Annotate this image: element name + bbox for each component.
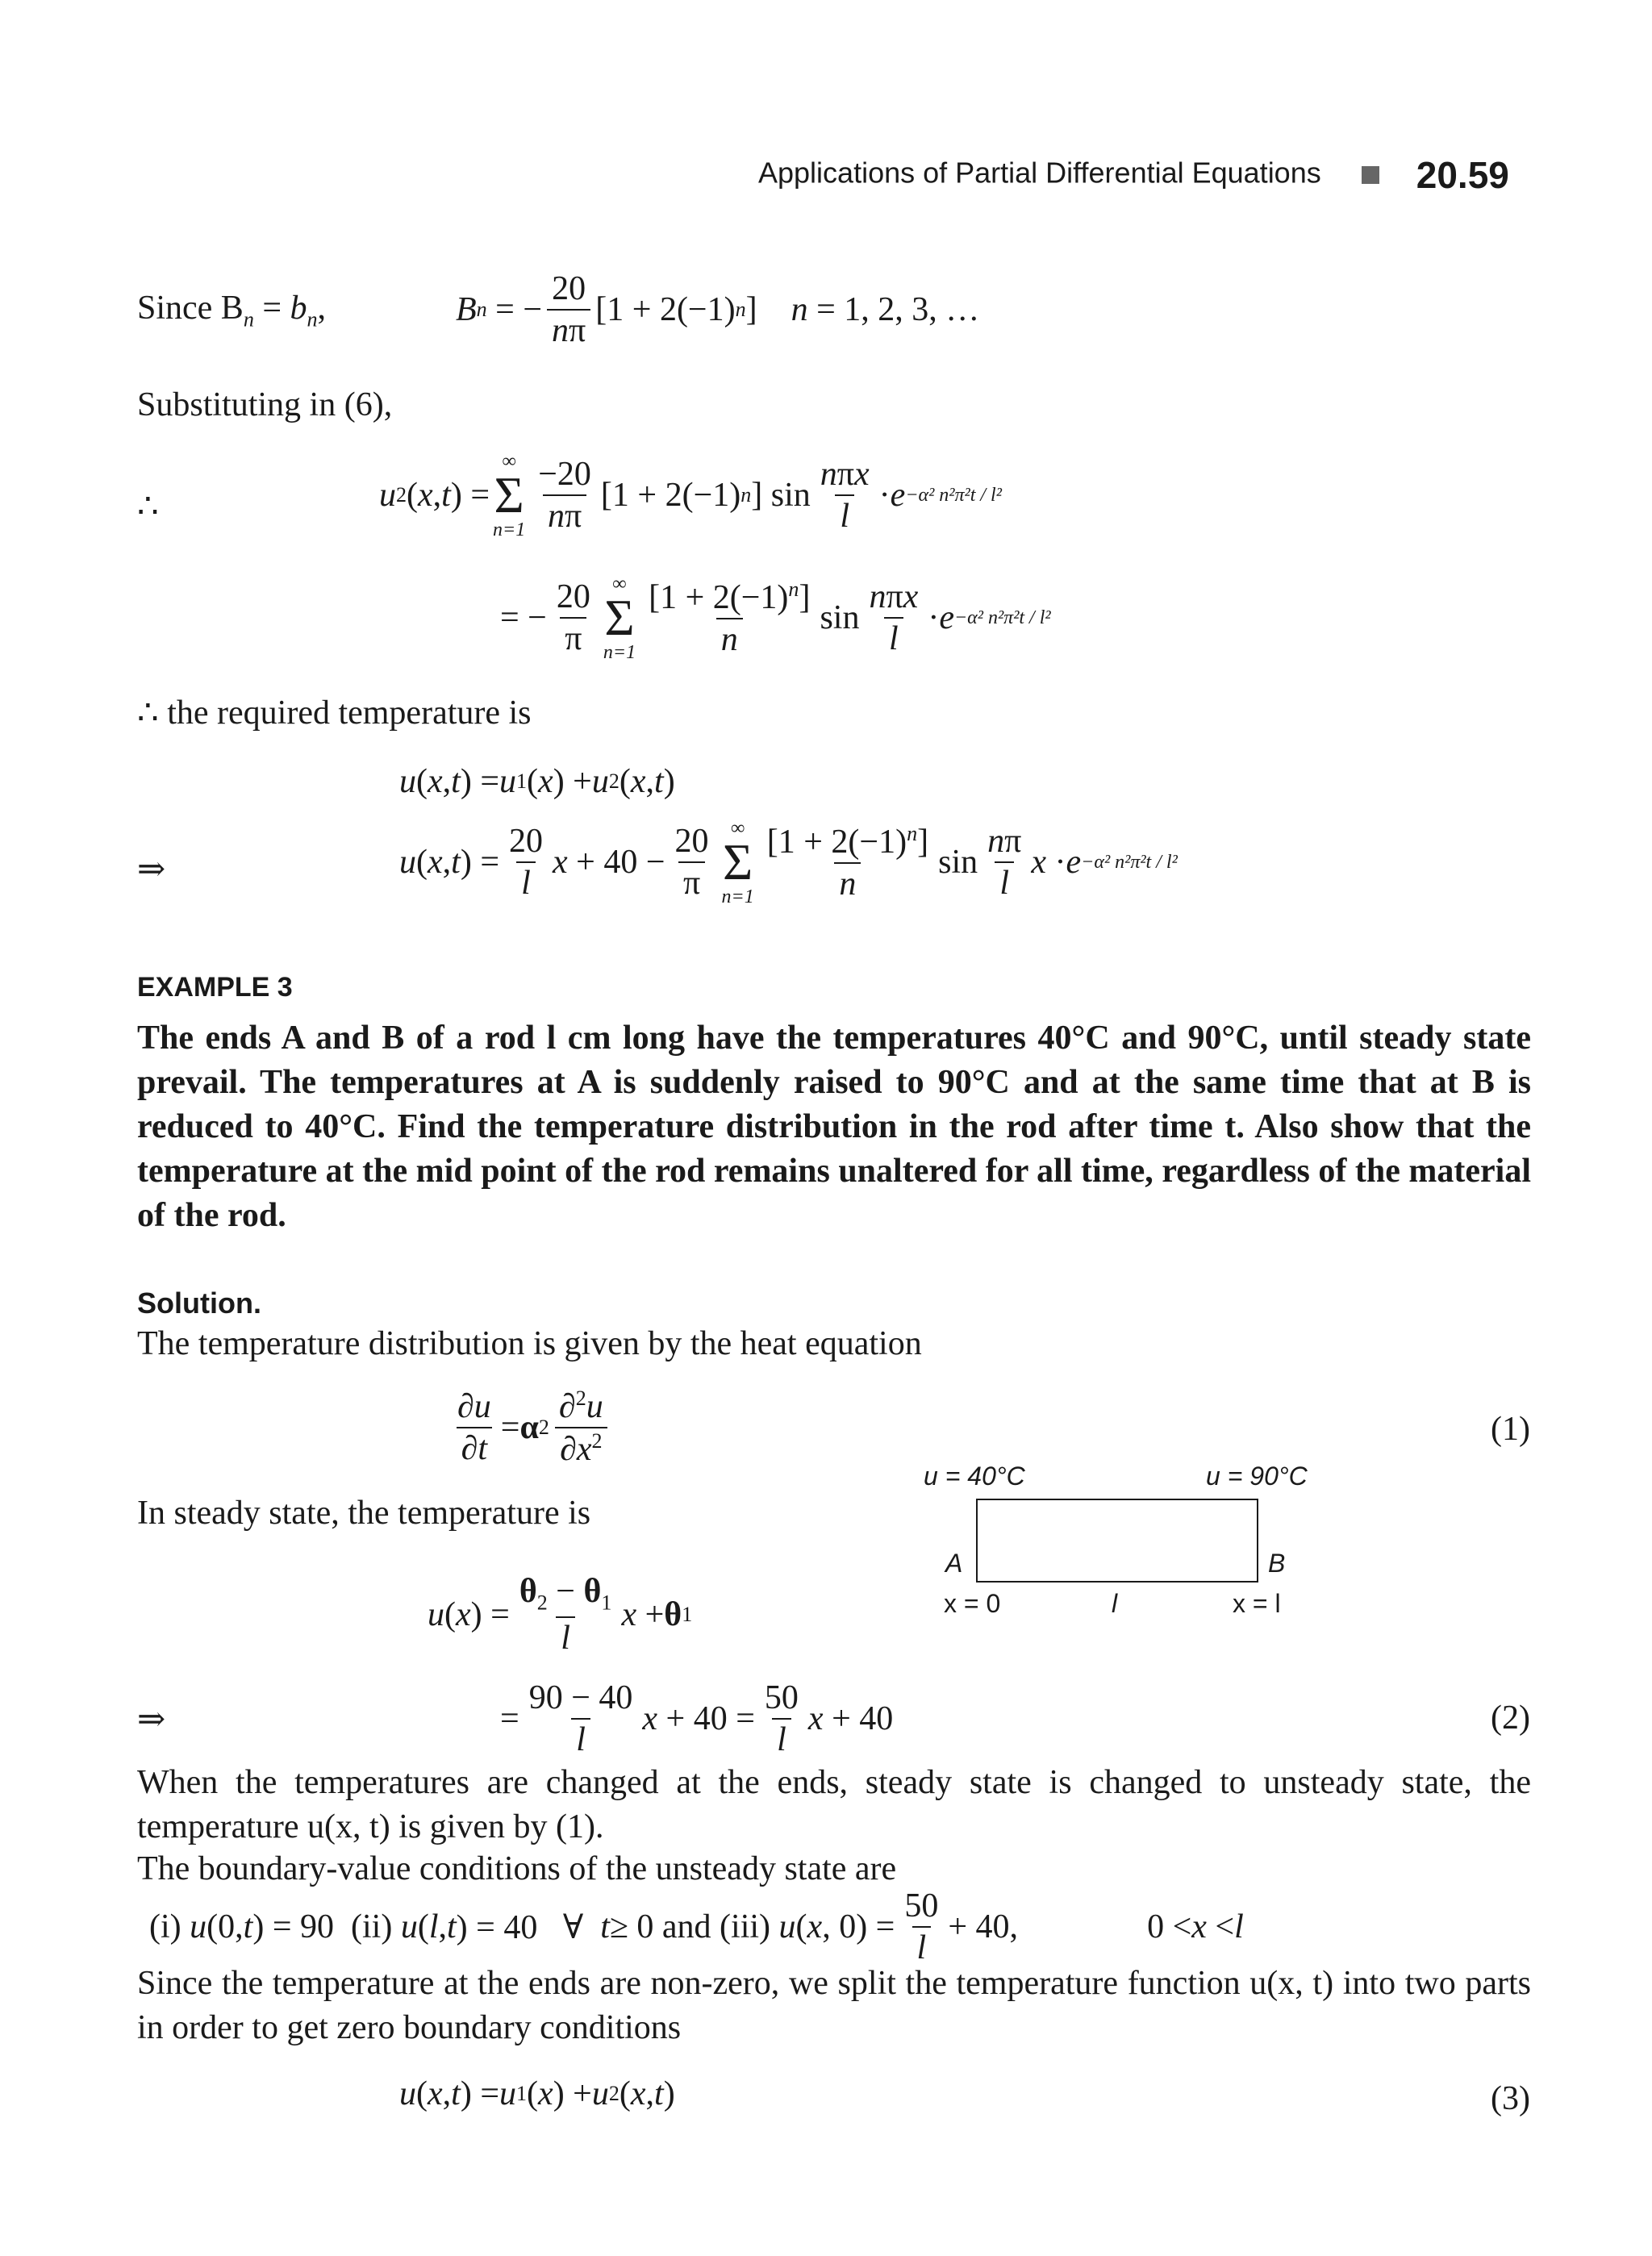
fraction: $\frac{50}{l}$	[764, 1679, 799, 1759]
equation-u-final: u ( x , t ) = $\frac{20}{l}$ x + 40 − $\frac{20}{\pi}$ ∞ Σ n=1 $\frac{[1 + 2(-1)^n]}{n}$ sin $\frac{n\pi}{l}$ x · e −α² n²π²t / l²	[399, 818, 1178, 907]
fraction: $\frac{20}{l}$	[509, 823, 544, 903]
required-temp-text: ∴ the required temperature is	[137, 694, 532, 732]
fraction: $\frac{50}{l}$	[904, 1887, 939, 1967]
sum-symbol: ∞ Σ n=1	[493, 451, 526, 540]
fraction: $\frac{\partial^2u}{\partial x^2}$	[554, 1387, 608, 1468]
equation-u2-simplified: = − $\frac{20}{\pi}$ ∞ Σ n=1 $\frac{[1 + 2(-1)^n]}{n}$ sin $\frac{\text{nπx}}{l}$ · e −α² n²π²t / l²	[500, 573, 1051, 663]
fraction: $\frac{20}{n\pi}$	[547, 270, 590, 349]
implies-symbol-2: ⇒	[137, 1701, 166, 1738]
fraction: $\frac{-20}{n\pi}$	[538, 456, 591, 536]
bvc-intro: The boundary-value conditions of the unsteady state are	[137, 1850, 897, 1887]
diagram-length: l	[1112, 1589, 1118, 1618]
running-header	[758, 153, 1509, 197]
header-square-icon	[1362, 166, 1379, 184]
diagram-x-left: x = 0	[944, 1589, 1001, 1618]
steady-state-equation: u ( x ) = $\frac{\theta_2 - \theta_1}{l}$ x + θ 1	[428, 1573, 693, 1658]
equation-number-2: (2)	[1491, 1699, 1530, 1737]
rod-rectangle	[976, 1499, 1258, 1583]
diagram-u-right: u = 90°C	[1206, 1462, 1308, 1491]
boundary-conditions: (i) u (0, t ) = 90 (ii) u ( l , t ) = 40 ∀ t ≥ 0 and (iii) u ( x , 0) = $\frac{50}{l}$ + 40, 0 < x < l	[149, 1887, 1244, 1967]
fraction: $\frac{20}{\pi}$	[556, 578, 590, 658]
fraction: $\frac{\theta_2 - \theta_1}{l}$	[519, 1573, 612, 1658]
equation-number-1: (1)	[1491, 1411, 1530, 1448]
implies-symbol: ⇒	[137, 851, 166, 888]
solution-heading: Solution.	[137, 1286, 261, 1320]
fraction: $\frac{[1 + 2(-1)^n]}{n}$	[766, 821, 929, 903]
split-text: Since the temperature at the ends are non-zero, we split the temperature function u(x, t) into two parts in order to get zero boundary conditions	[137, 1965, 1531, 2046]
diagram-x-right: x = l	[1233, 1589, 1281, 1618]
fraction: $\frac{\text{nπx}}{l}$	[820, 456, 870, 536]
heat-equation: $\frac{\partial u}{\partial t}$ = α 2 $\frac{\partial^2u}{\partial x^2}$	[448, 1387, 613, 1468]
therefore-symbol: ∴	[137, 488, 159, 525]
sum-symbol: ∞ Σ n=1	[603, 573, 636, 663]
steady-state-text: In steady state, the temperature is	[137, 1495, 591, 1532]
diagram-u-left: u = 40°C	[924, 1462, 1025, 1491]
example-heading: EXAMPLE 3	[137, 972, 293, 1003]
diagram-end-a: A	[945, 1549, 963, 1578]
fraction: $\frac{n\pi}{l}$	[987, 823, 1022, 903]
running-title: Applications of Partial Differential Equations	[758, 156, 1321, 190]
solution-intro: The temperature distribution is given by the heat equation	[137, 1325, 922, 1362]
page-number: 20.59	[1416, 154, 1509, 196]
example-problem: The ends A and B of a rod l cm long have the temperatures 40°C and 90°C, until steady state prevail. The temperatures at A is suddenly raised to 90°C and at the same time that at B is reduced to 40°C. Find the temperature distribution in the rod after time t. Also show that the temperature at the mid point of the rod remains unaltered for all time, regardless of the material of the rod.	[137, 1020, 1531, 1234]
since-bn-text: Since $B_n = b_n$,	[137, 290, 327, 332]
since-bn-label: Since B	[137, 290, 244, 327]
fraction: $\frac{\text{nπx}}{l}$	[869, 578, 919, 658]
equation-number-3: (3)	[1491, 2080, 1530, 2117]
fraction: $\frac{20}{\pi}$	[674, 823, 709, 903]
fraction: $\frac{90 - 40}{l}$	[528, 1679, 633, 1759]
sum-symbol: ∞ Σ n=1	[721, 818, 754, 907]
diagram-end-b: B	[1268, 1549, 1286, 1578]
fraction: $\frac{[1 + 2(-1)^n]}{n}$	[649, 577, 811, 658]
fraction: $\frac{\partial u}{\partial t}$	[457, 1388, 491, 1468]
substituting-text: Substituting in (6),	[137, 386, 393, 423]
equation-split: u ( x , t ) = u 1 ( x ) + u 2 ( x , t )	[399, 2075, 675, 2112]
unsteady-text: When the temperatures are changed at the ends, steady state is changed to unsteady state, the temperature u(x, t) is given by (1).	[137, 1764, 1531, 1845]
equation-u-sum: u ( x , t ) = u 1 ( x ) + u 2 ( x , t )	[399, 763, 675, 800]
steady-state-values: = $\frac{90 - 40}{l}$ x + 40 = $\frac{50}{l}$ x + 40	[500, 1679, 894, 1759]
equation-bn: B n = − $\frac{20}{n\pi}$ [1 + 2(−1) n ] n = 1, 2, 3, …	[456, 270, 980, 350]
equation-u2: u 2 ( x , t ) = ∞ Σ n=1 $\frac{-20}{n\pi}$ [1 + 2(−1) n ] sin $\frac{\text{nπx}}{l}$ · e −α² n²π²t / l²	[379, 451, 1002, 540]
